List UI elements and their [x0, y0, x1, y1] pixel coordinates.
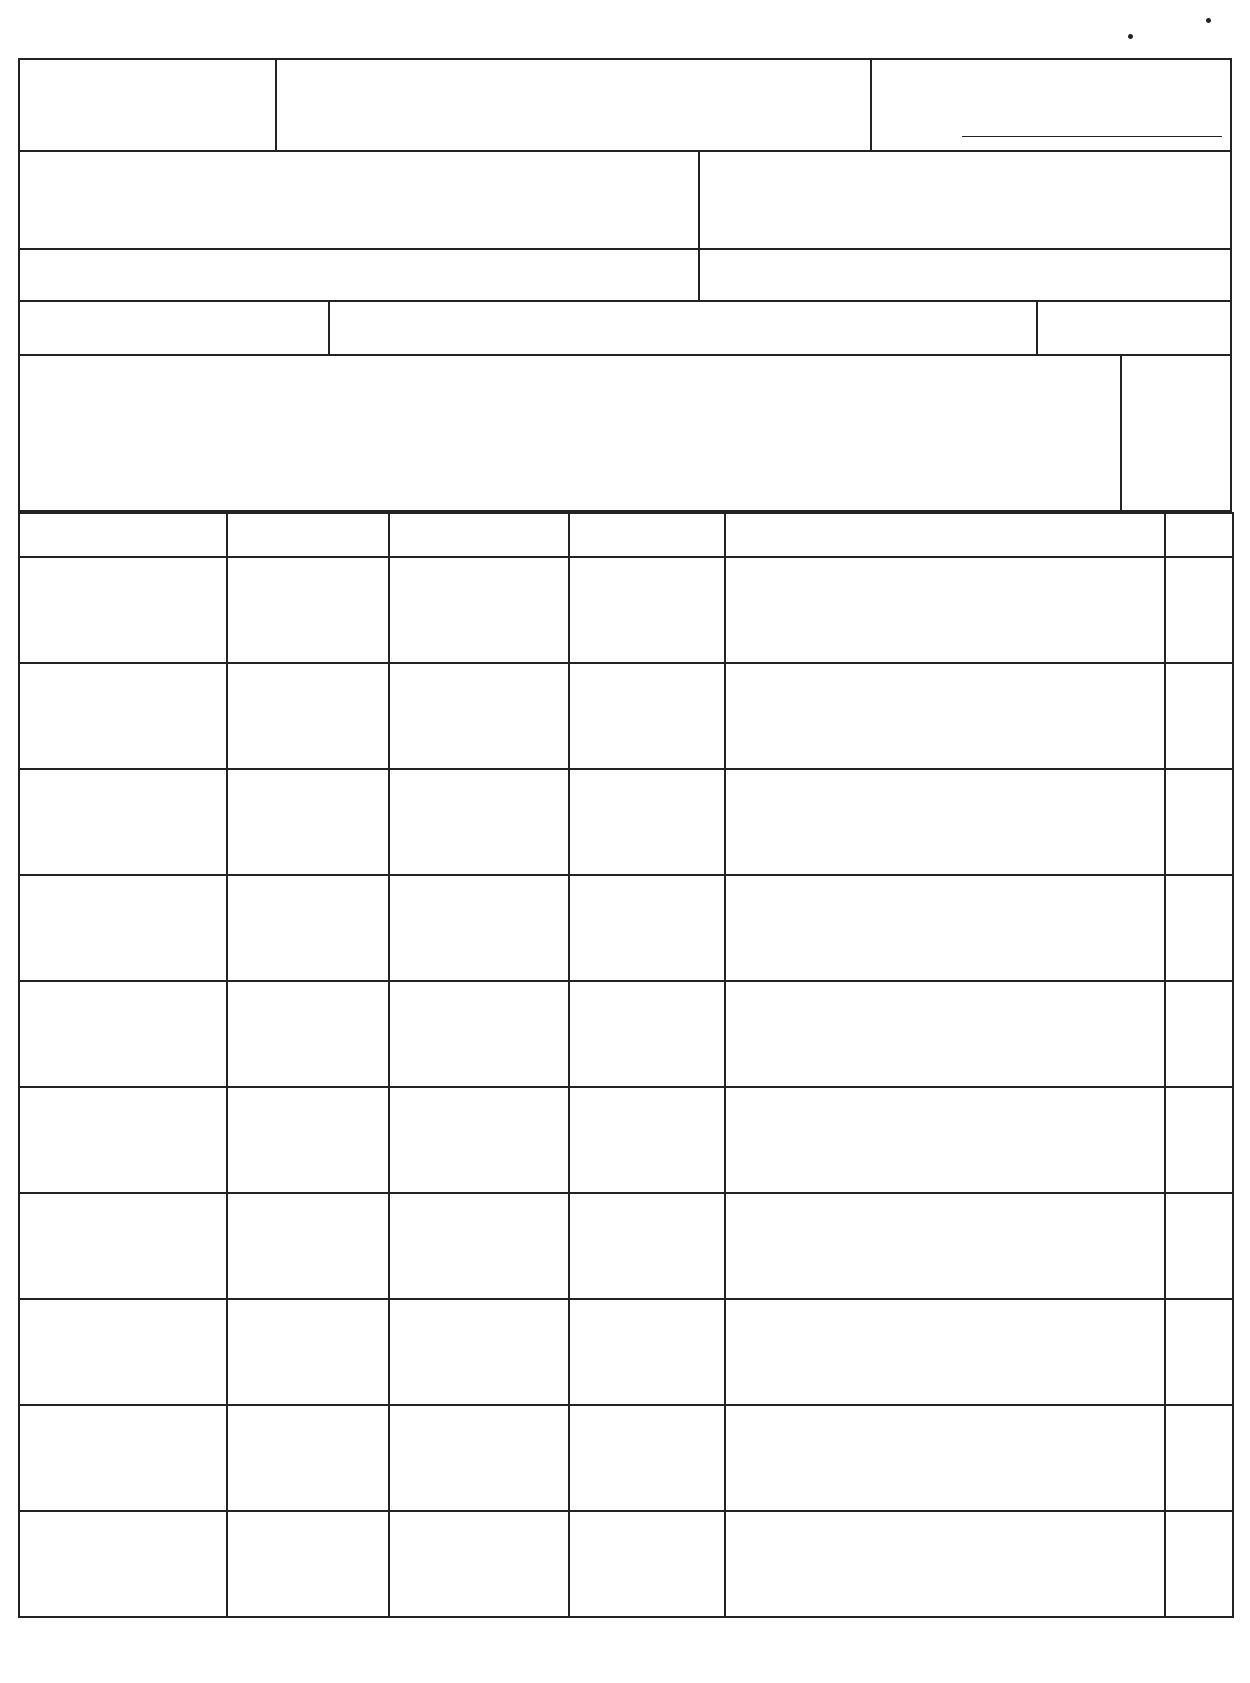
objective-block: [328, 302, 1036, 354]
option-a: [569, 769, 725, 875]
table-row: [19, 981, 1233, 1087]
option-b-english: [391, 1524, 567, 1568]
option-c-english: [229, 994, 387, 1038]
serial-number: [1165, 769, 1233, 875]
option-d-english: [21, 782, 225, 826]
question-english: [734, 1312, 1156, 1356]
option-b: [389, 663, 569, 769]
option-b-english: [391, 570, 567, 614]
option-b: [389, 1299, 569, 1405]
option-d: [19, 981, 227, 1087]
option-a: [569, 1087, 725, 1193]
question-english: [734, 782, 1156, 826]
option-c-english: [229, 570, 387, 614]
option-d: [19, 875, 227, 981]
option-a-english: [571, 1418, 723, 1462]
option-c-english: [229, 888, 387, 932]
exam-title-block: [275, 60, 870, 150]
option-d: [19, 1405, 227, 1511]
option-a: [569, 981, 725, 1087]
subject-urdu-line1: [708, 162, 1222, 208]
table-row: [19, 1193, 1233, 1299]
subject-english: [20, 152, 698, 248]
question-text: [725, 875, 1165, 981]
question-text: [725, 981, 1165, 1087]
option-a-english: [571, 888, 723, 932]
option-d-english: [21, 1524, 225, 1568]
option-c: [227, 875, 389, 981]
option-c: [227, 663, 389, 769]
total-marks-urdu: [1036, 302, 1230, 354]
table-header-row: [19, 513, 1233, 557]
option-a: [569, 663, 725, 769]
question-english: [734, 1524, 1156, 1568]
option-b-english: [391, 676, 567, 720]
option-c: [227, 557, 389, 663]
roll-no-block: [870, 60, 1230, 150]
option-c-english: [229, 1206, 387, 1250]
max-marks: [20, 302, 328, 354]
option-c: [227, 1193, 389, 1299]
option-c-english: [229, 1418, 387, 1462]
instructions-row: [18, 356, 1232, 512]
table-row: [19, 1299, 1233, 1405]
table-row: [19, 1405, 1233, 1511]
paper-code-label: [28, 68, 267, 114]
option-d-english: [21, 1312, 225, 1356]
question-english: [734, 1100, 1156, 1144]
paper-number: [28, 114, 267, 140]
question-number-block: [1120, 356, 1230, 510]
option-d-english: [21, 1206, 225, 1250]
table-row: [19, 557, 1233, 663]
table-row: [19, 1511, 1233, 1617]
question-english: [734, 994, 1156, 1038]
instructions-text: [20, 356, 1120, 510]
table-row: [19, 1087, 1233, 1193]
header-option-b: [389, 513, 569, 557]
question-text: [725, 769, 1165, 875]
exam-paper: [18, 58, 1232, 1618]
option-a: [569, 875, 725, 981]
serial-number: [1165, 1405, 1233, 1511]
header-row: [18, 58, 1232, 152]
serial-number: [1165, 1193, 1233, 1299]
scan-dot: [1206, 18, 1211, 23]
option-b: [389, 981, 569, 1087]
roll-no-field[interactable]: [962, 116, 1222, 137]
question-english: [734, 1206, 1156, 1250]
option-a: [569, 1299, 725, 1405]
questions-table: [18, 512, 1234, 1618]
subject-urdu: [698, 152, 1230, 248]
option-a: [569, 1405, 725, 1511]
option-c: [227, 1087, 389, 1193]
option-d: [19, 1511, 227, 1617]
option-a: [569, 557, 725, 663]
option-b: [389, 875, 569, 981]
question-text: [725, 1087, 1165, 1193]
header-option-a: [569, 513, 725, 557]
option-a-english: [571, 570, 723, 614]
header-questions: [725, 513, 1165, 557]
time-urdu: [698, 250, 1230, 300]
option-c-english: [229, 782, 387, 826]
table-row: [19, 663, 1233, 769]
option-d-english: [21, 676, 225, 720]
header-srno: [1165, 513, 1233, 557]
time-row: [18, 250, 1232, 302]
option-d-english: [21, 1100, 225, 1144]
option-d: [19, 769, 227, 875]
option-d-english: [21, 888, 225, 932]
serial-number: [1165, 1511, 1233, 1617]
option-c: [227, 1511, 389, 1617]
option-c: [227, 981, 389, 1087]
option-c: [227, 769, 389, 875]
questions-body: [19, 557, 1233, 1617]
serial-number: [1165, 557, 1233, 663]
option-b: [389, 1405, 569, 1511]
serial-number: [1165, 1087, 1233, 1193]
option-d-english: [21, 570, 225, 614]
question-english: [734, 888, 1156, 932]
option-b-english: [391, 994, 567, 1038]
question-english: [734, 570, 1156, 614]
header-option-d: [19, 513, 227, 557]
option-d: [19, 663, 227, 769]
option-d-english: [21, 1418, 225, 1462]
option-d: [19, 557, 227, 663]
option-d: [19, 1299, 227, 1405]
question-text: [725, 1511, 1165, 1617]
serial-number: [1165, 1299, 1233, 1405]
header-option-c: [227, 513, 389, 557]
option-a-english: [571, 676, 723, 720]
option-a-english: [571, 1100, 723, 1144]
option-a-english: [571, 782, 723, 826]
year-line: [285, 68, 862, 114]
serial-number: [1165, 663, 1233, 769]
option-b-english: [391, 1312, 567, 1356]
option-a-english: [571, 1206, 723, 1250]
option-c-english: [229, 1312, 387, 1356]
question-english: [734, 676, 1156, 720]
paper-code-block: [20, 60, 275, 150]
option-a: [569, 1193, 725, 1299]
question-english: [734, 1418, 1156, 1462]
option-c-english: [229, 1100, 387, 1144]
subject-row: [18, 152, 1232, 250]
option-d-english: [21, 994, 225, 1038]
option-c-english: [229, 676, 387, 720]
subject-line2: [28, 208, 690, 234]
option-b: [389, 1087, 569, 1193]
option-b-english: [391, 782, 567, 826]
option-b: [389, 1193, 569, 1299]
question-text: [725, 1193, 1165, 1299]
table-row: [19, 769, 1233, 875]
option-c: [227, 1405, 389, 1511]
marks-row: [18, 302, 1232, 356]
option-c-english: [229, 1524, 387, 1568]
serial-number: [1165, 875, 1233, 981]
serial-number: [1165, 981, 1233, 1087]
option-b: [389, 1511, 569, 1617]
option-a: [569, 1511, 725, 1617]
subject-line1: [28, 162, 690, 208]
option-a-english: [571, 1312, 723, 1356]
time-english: [20, 250, 698, 300]
option-b-english: [391, 1418, 567, 1462]
footer: [768, 1630, 848, 1652]
question-text: [725, 1299, 1165, 1405]
question-text: [725, 663, 1165, 769]
table-row: [19, 875, 1233, 981]
option-b: [389, 769, 569, 875]
option-b: [389, 557, 569, 663]
question-text: [725, 1405, 1165, 1511]
option-c: [227, 1299, 389, 1405]
option-b-english: [391, 888, 567, 932]
question-text: [725, 557, 1165, 663]
option-d: [19, 1193, 227, 1299]
option-a-english: [571, 994, 723, 1038]
option-b-english: [391, 1100, 567, 1144]
option-b-english: [391, 1206, 567, 1250]
option-a-english: [571, 1524, 723, 1568]
option-d: [19, 1087, 227, 1193]
scan-dot: [1128, 34, 1133, 39]
